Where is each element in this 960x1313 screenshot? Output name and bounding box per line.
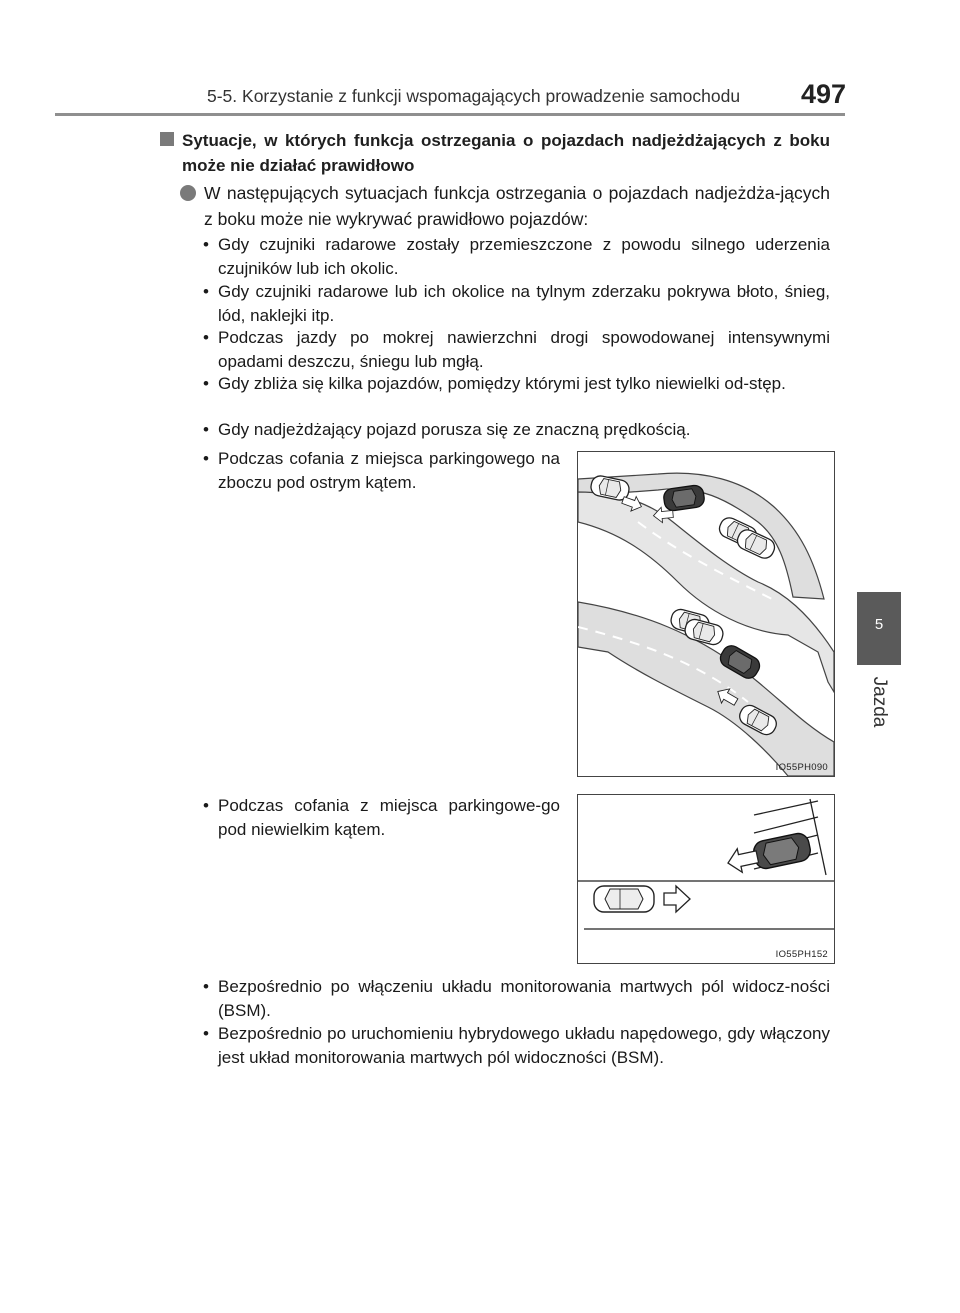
bullet-icon: [203, 282, 218, 301]
list-item-text: Bezpośrednio po włączeniu układu monitorowania martwych pól widocz-ności (BSM).: [218, 977, 830, 1020]
list-item: [203, 1022, 830, 1069]
chapter-tab: [857, 592, 901, 665]
list-item: [203, 233, 830, 280]
list-item-text: Bezpośrednio po uruchomieniu hybrydowego układu napędowego, gdy włączony jest układ monitorowania martwych pól widoczności (BSM).: [218, 1024, 830, 1067]
list-item: [203, 372, 830, 396]
list-item-text: Gdy czujniki radarowe lub ich okolice na tylnym zderzaku pokrywa błoto, śnieg, lód, naklejki itp.: [218, 282, 830, 325]
circle-bullet-icon: [180, 185, 196, 201]
slope-parking-illustration: [578, 452, 834, 776]
page-header-title: 5-5. Korzystanie z funkcji wspomagających prowadzenie samochodu: [207, 86, 741, 106]
list-item: [203, 326, 830, 373]
figure-code: IO55PH090: [775, 762, 828, 773]
list-item: [203, 280, 830, 327]
bullet-icon: [203, 374, 218, 393]
list-item-text: Gdy zbliża się kilka pojazdów, pomiędzy którymi jest tylko niewielki od-stęp.: [218, 374, 786, 393]
shallow-angle-parking-illustration: [578, 795, 834, 963]
page-number: 497: [801, 79, 847, 109]
bullet-icon: [203, 796, 218, 815]
list-item: [203, 418, 830, 442]
chapter-number: 5: [874, 616, 884, 633]
bullet-icon: [203, 235, 218, 254]
bullet-icon: [203, 1024, 218, 1043]
intro-paragraph: W następujących sytuacjach funkcja ostrzegania o pojazdach nadjeżdża-jących z boku może nie wykrywać prawidłowo pojazdów:: [204, 183, 830, 229]
list-item-text: Gdy nadjeżdżający pojazd porusza się ze znaczną prędkością.: [218, 420, 691, 439]
header-divider: [55, 113, 845, 116]
chapter-label: Jazda: [869, 676, 890, 728]
shallow-angle-parking-figure: [577, 794, 835, 964]
bullet-icon: [203, 328, 218, 347]
bullet-icon: [203, 977, 218, 996]
list-item: [203, 794, 560, 841]
bullet-icon: [203, 420, 218, 439]
list-item-text: Podczas jazdy po mokrej nawierzchni drogi spowodowanej intensywnymi opadami deszczu, śniegu lub mgłą.: [218, 328, 830, 371]
figure-code: IO55PH152: [775, 949, 828, 960]
list-item-text: Podczas cofania z miejsca parkingowego na zboczu pod ostrym kątem.: [218, 449, 560, 492]
list-item: [203, 975, 830, 1022]
square-bullet-icon: [160, 132, 174, 146]
slope-parking-figure: [577, 451, 835, 777]
bullet-icon: [203, 449, 218, 468]
list-item: [203, 447, 560, 494]
section-heading: Sytuacje, w których funkcja ostrzegania o pojazdach nadjeżdżających z boku może nie działać prawidłowo: [182, 131, 830, 175]
list-item-text: Podczas cofania z miejsca parkingowe-go pod niewielkim kątem.: [218, 796, 560, 839]
list-item-text: Gdy czujniki radarowe zostały przemieszczone z powodu silnego uderzenia czujników lub ich okolic.: [218, 235, 830, 278]
